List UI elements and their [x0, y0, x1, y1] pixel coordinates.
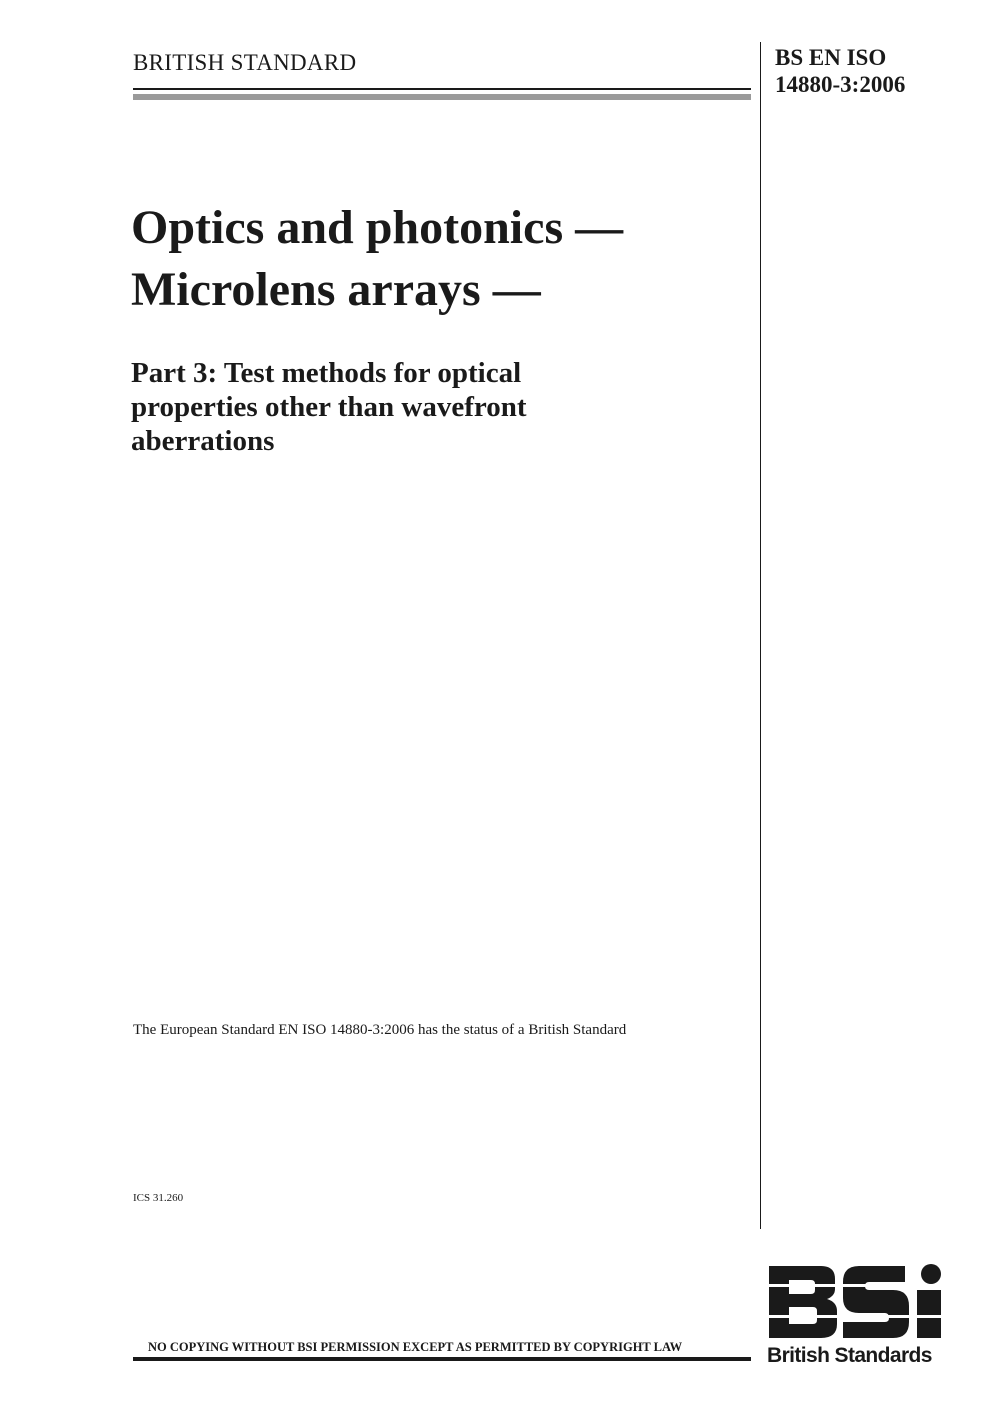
subtitle-line-3: aberrations [131, 425, 275, 457]
bsi-logo-caption: British Standards [767, 1344, 932, 1367]
document-title [131, 197, 751, 321]
column-divider [760, 42, 761, 1229]
header-rule-thin [133, 88, 751, 90]
title-line-2: Microlens arrays — [131, 263, 541, 316]
status-note: The European Standard EN ISO 14880-3:2006 has the status of a British Standard [133, 1022, 627, 1038]
subtitle-line-1: Part 3: Test methods for optical [131, 357, 522, 389]
standard-number [775, 44, 905, 98]
title-line-1: Optics and photonics — [131, 201, 624, 254]
bsi-logo-mark-icon [765, 1262, 947, 1342]
copyright-notice: NO COPYING WITHOUT BSI PERMISSION EXCEPT AS PERMITTED BY COPYRIGHT LAW [148, 1340, 683, 1354]
header-rule-thick [133, 94, 751, 100]
footer-rule [133, 1357, 751, 1361]
subtitle-line-2: properties other than wavefront [131, 391, 527, 423]
bsi-logo [765, 1262, 947, 1372]
ics-code: ICS 31.260 [133, 1192, 184, 1204]
standard-number-line2: 14880-3:2006 [775, 72, 906, 97]
standard-number-line1: BS EN ISO [775, 45, 887, 70]
document-series-label: BRITISH STANDARD [133, 50, 357, 75]
document-subtitle [131, 356, 751, 458]
